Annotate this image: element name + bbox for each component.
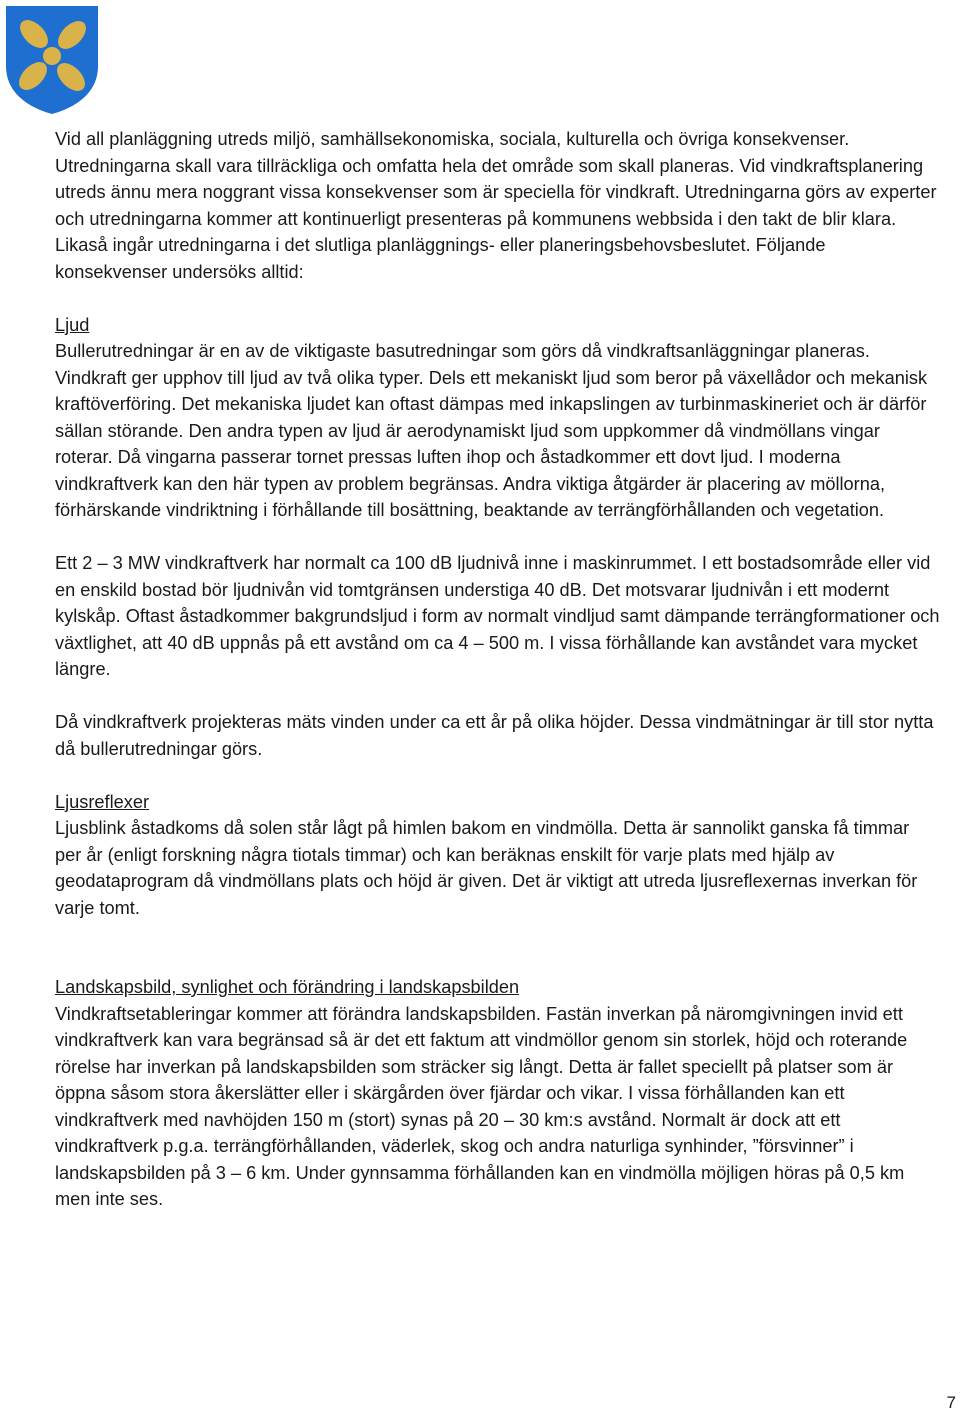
- light-reflexes-paragraph: Ljusblink åstadkoms då solen står lågt på himlen bakom en vindmölla. Detta är sannolikt ganska få timmar per år (enligt forskning några tiotals timmar) och kan beräknas enskilt för varje plats med hjälp av geodataprogram då vindmöllans plats och höjd är given. Det är viktigt att utreda ljusreflexernas inverkan för varje tomt.: [55, 818, 918, 918]
- document-body: [55, 126, 940, 1213]
- sound-paragraph-3: Då vindkraftverk projekteras mäts vinden under ca ett år på olika höjder. Dessa vindmätningar är till stor nytta då bullerutredningar görs.: [55, 712, 934, 759]
- municipal-coat-of-arms: [4, 4, 100, 116]
- page-number: 7: [946, 1393, 956, 1412]
- sound-paragraph-2: Ett 2 – 3 MW vindkraftverk har normalt ca 100 dB ljudnivå inne i maskinrummet. I ett bostadsområde eller vid en enskild bostad bör ljudnivån vid tomtgränsen understiga 40 dB. Det motsvarar ljudnivån i ett modernt kylskåp. Oftast åstadkommer bakgrundsljud i form av normalt vindljud samt dämpande terrängformationer och växtlighet, att 40 dB uppnås på ett avstånd om ca 4 – 500 m. I vissa förhållande kan avståndet vara mycket längre.: [55, 553, 940, 679]
- sound-paragraph-1: Bullerutredningar är en av de viktigaste basutredningar som görs då vindkraftsanläggningar planeras. Vindkraft ger upphov till ljud av två olika typer. Dels ett mekaniskt ljud som beror på växellådor och mekanisk kraftöverföring. Det mekaniska ljudet kan oftast dämpas med inkapslingen av turbinmaskineriet och är därför sällan störande. Den andra typen av ljud är aerodynamiskt ljud som uppkommer då vindmöllans vingar roterar. Då vingarna passerar tornet pressas luften ihop och åstadkommer ett dovt ljud. I moderna vindkraftverk kan den här typen av problem begränsas. Andra viktiga åtgärder är placering av möllorna, förhärskande vindriktning i förhållande till bosättning, beaktande av terrängförhållanden och vegetation.: [55, 341, 928, 520]
- section-heading-light-reflexes: Ljusreflexer: [55, 791, 150, 812]
- landscape-paragraph: Vindkraftsetableringar kommer att förändra landskapsbilden. Fastän inverkan på näromgivningen invid ett vindkraftverk kan vara begränsad så är det ett faktum att vindmöllor genom sin storlek, höjd och roterande rörelse har inverkan på landskapsbilden som sträcker sig långt. Detta är fallet speciellt på platser som är öppna såsom stora åkerslätter eller i skärgården över fjärdar och vikar. I vissa förhållanden kan ett vindkraftverk med navhöjden 150 m (stort) synas på 20 – 30 km:s avstånd. Normalt är dock att ett vindkraftverk p.g.a. terrängförhållanden, väderlek, skog och andra naturliga synhinder, ”försvinner” i landskapsbilden på 3 – 6 km. Under gynnsamma förhållanden kan en vindmölla möjligen höras på 0,5 km men inte ses.: [55, 1003, 908, 1209]
- intro-paragraph: Vid all planläggning utreds miljö, samhällsekonomiska, sociala, kulturella och övriga konsekvenser. Utredningarna skall vara tillräckliga och omfatta hela det område som skall planeras. Vid vindkraftsplanering utreds ännu mera noggrant vissa konsekvenser som är speciella för vindkraft. Utredningarna görs av experter och utredningarna kommer att kontinuerligt presenteras på kommunens webbsida i den takt de blir klara. Likaså ingår utredningarna i det slutliga planläggnings- eller planeringsbehovsbeslutet. Följande konsekvenser undersöks alltid:: [55, 129, 937, 282]
- section-heading-sound: Ljud: [55, 314, 90, 335]
- section-heading-landscape: Landskapsbild, synlighet och förändring i landskapsbilden: [55, 977, 520, 997]
